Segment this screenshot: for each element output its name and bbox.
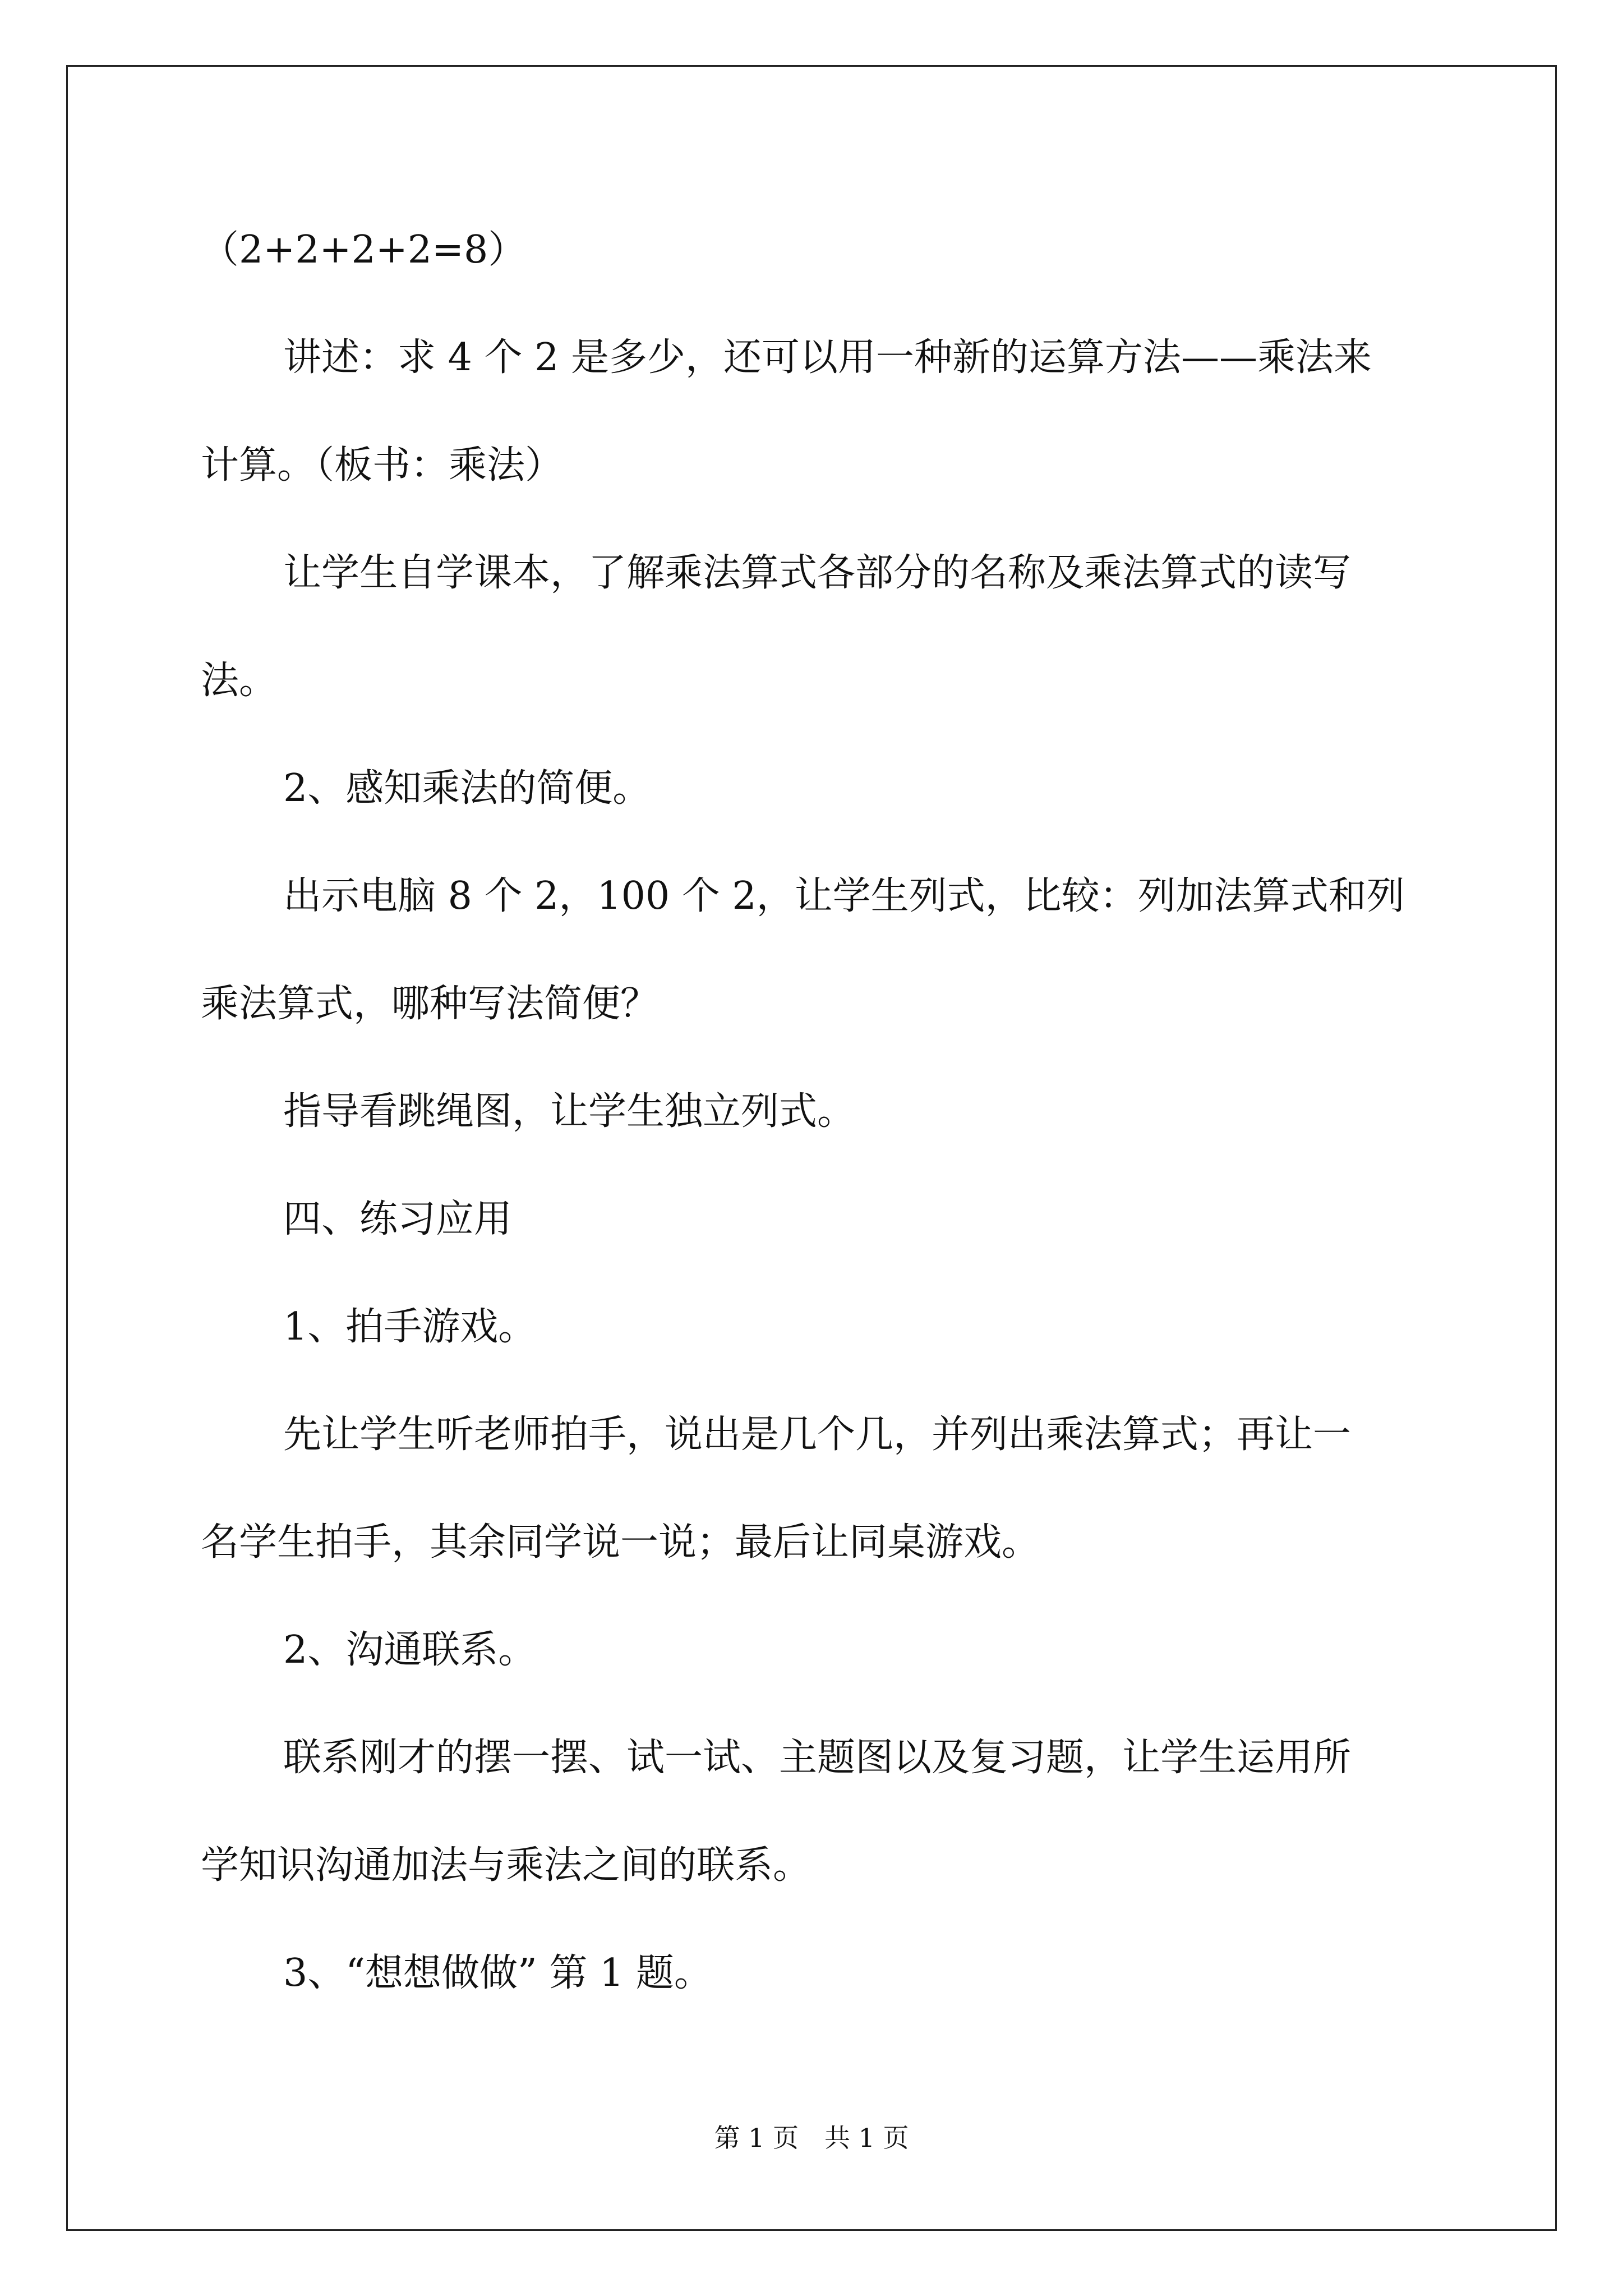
paragraph-line: 联系刚才的摆一摆、试一试、主题图以及复习题，让学生运用所 bbox=[283, 1736, 1352, 1780]
page-border bbox=[66, 65, 1557, 2231]
paragraph-line: 名学生拍手，其余同学说一说；最后让同桌游戏。 bbox=[201, 1520, 1040, 1565]
heading-line: 2、沟通联系。 bbox=[283, 1628, 537, 1672]
paragraph-line: 指导看跳绳图，让学生独立列式。 bbox=[283, 1089, 856, 1134]
heading-line: 3、“想想做做” 第 1 题。 bbox=[283, 1951, 712, 1995]
paragraph-line: 计算。（板书：乘法） bbox=[201, 443, 564, 487]
paragraph-line: 让学生自学课本，了解乘法算式各部分的名称及乘法算式的读写 bbox=[283, 551, 1352, 595]
paragraph-line: 先让学生听老师拍手，说出是几个几，并列出乘法算式；再让一 bbox=[283, 1412, 1352, 1457]
text-line: （2+2+2+2=8） bbox=[201, 228, 527, 272]
paragraph-line: 乘法算式，哪种写法简便？ bbox=[201, 982, 659, 1026]
paragraph-line: 学知识沟通加法与乘法之间的联系。 bbox=[201, 1843, 811, 1888]
paragraph-line: 出示电脑 8 个 2，100 个 2，让学生列式，比较：列加法算式和列 bbox=[283, 874, 1405, 918]
heading-line: 1、拍手游戏。 bbox=[283, 1305, 537, 1349]
heading-line: 2、感知乘法的简便。 bbox=[283, 766, 651, 811]
page-footer: 第 1 页 共 1 页 bbox=[714, 2123, 909, 2153]
paragraph-line: 法。 bbox=[201, 659, 278, 703]
paragraph-line: 讲述：求 4 个 2 是多少，还可以用一种新的运算方法——乘法来 bbox=[283, 335, 1372, 380]
section-heading: 四、练习应用 bbox=[283, 1197, 513, 1241]
